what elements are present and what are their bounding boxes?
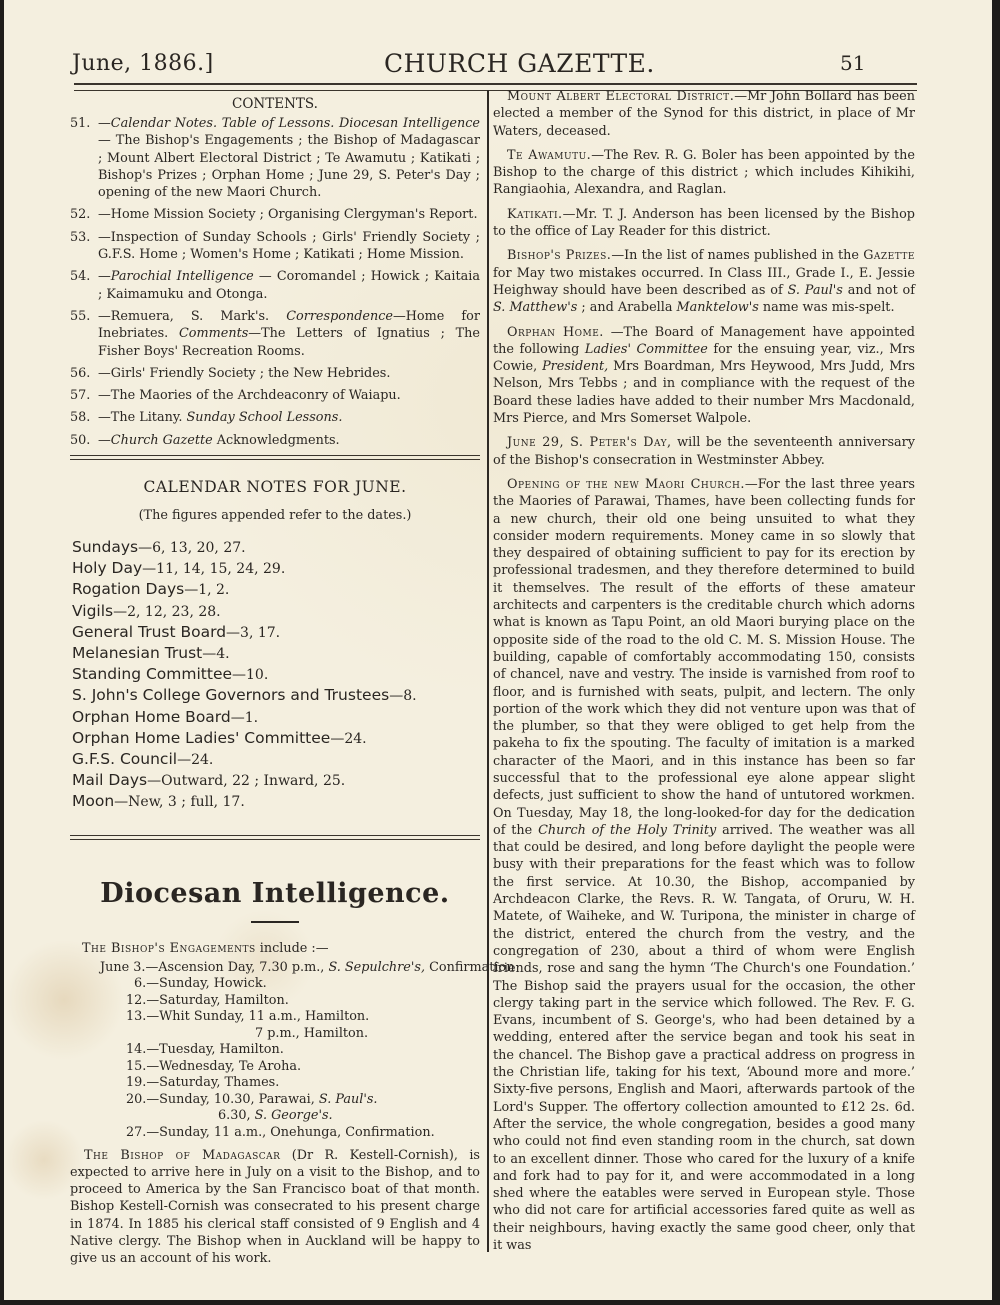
- contents-title: CONTENTS.: [232, 96, 318, 112]
- calendar-item: Moon—New, 3 ; full, 17.: [72, 792, 245, 811]
- engagement-row: June 3.—Ascension Day, 7.30 p.m., S. Sepulchre's, Confirmation: [100, 959, 515, 975]
- calendar-item: G.F.S. Council—24.: [72, 750, 214, 769]
- contents-entry: 51. —Calendar Notes. Table of Lessons. Diocesan Intelligence— The Bishop's Engagements ; the Bishop of Madagascar ; Mount Albert Electoral District ; Te Awamutu ; Katikati ; Bishop's Prizes ; Orphan Home ; June 29, S. Peter's Day ; opening of the new Maori Church.: [70, 116, 480, 201]
- contents-entry: 55. —Remuera, S. Mark's. Correspondence—Home for Inebriates. Comments—The Letters of Ignatius ; The Fisher Boys' Recreation Rooms.: [70, 308, 480, 359]
- calendar-item: Rogation Days—1, 2.: [72, 580, 230, 599]
- engagement-row: 19.—Saturday, Thames.: [126, 1075, 280, 1091]
- engagement-row: 13.—Whit Sunday, 11 a.m., Hamilton.: [126, 1009, 370, 1025]
- engagement-row: 7 p.m., Hamilton.: [255, 1025, 369, 1041]
- right-column: [493, 88, 915, 1254]
- issue-date: June, 1886.]: [72, 51, 214, 76]
- calendar-subtitle: (The figures appended refer to the dates.): [138, 508, 412, 524]
- contents-entry: 54. —Parochial Intelligence — Coromandel ; Howick ; Kaitaia ; Kaimamuku and Otonga.: [70, 269, 480, 302]
- calendar-item: Orphan Home Ladies' Committee—24.: [72, 728, 367, 747]
- calendar-item: Sundays—6, 13, 20, 27.: [72, 538, 246, 557]
- engagement-row: 12.—Saturday, Hamilton.: [126, 992, 289, 1008]
- calendar-list: [72, 537, 480, 813]
- engagement-row: 15.—Wednesday, Te Aroha.: [126, 1058, 302, 1074]
- page-number: 51: [840, 51, 866, 75]
- st-peters-day-paragraph: June 29, S. Peter's Day, will be the seventeenth anniversary of the Bishop's consecration in Westminster Abbey.: [493, 435, 915, 468]
- contents-entry: 50. —Church Gazette Acknowledgments.: [70, 432, 340, 448]
- engagement-row: 27.—Sunday, 11 a.m., Onehunga, Confirmation.: [126, 1124, 435, 1140]
- contents-entry: 52. —Home Mission Society ; Organising Clergyman's Report.: [70, 207, 478, 223]
- title-underline: [251, 921, 299, 923]
- engagements-list: [70, 959, 515, 1142]
- column-divider: [487, 90, 489, 1252]
- engagement-row: 6.30, S. George's.: [218, 1108, 333, 1124]
- newspaper-page: [4, 0, 992, 1300]
- publication-title: CHURCH GAZETTE.: [384, 49, 655, 78]
- diocesan-title: Diocesan Intelligence.: [100, 877, 450, 909]
- calendar-title: CALENDAR NOTES FOR JUNE.: [143, 478, 407, 497]
- engagement-row: 20.—Sunday, 10.30, Parawai, S. Paul's.: [126, 1091, 378, 1107]
- calendar-item: S. John's College Governors and Trustees—8.: [72, 686, 417, 705]
- bishops-prizes-paragraph: Bishop's Prizes.—In the list of names published in the Gazette for May two mistakes occurred. In Class III., Grade I., E. Jessie Heighway should have been described as of S. Paul's and not of S. Matthew's ; and Arabella Manktelow's name was mis-spelt.: [493, 248, 915, 316]
- contents-entry: 58. —The Litany. Sunday School Lessons.: [70, 410, 343, 426]
- calendar-item: Vigils—2, 12, 23, 28.: [72, 601, 221, 620]
- maori-church-paragraph: Opening of the new Maori Church.—For the last three years the Maories of Parawai, Thames, have been collecting funds for a new church, their old one being unsuited to what they consider modern requirements. Money came in so slowly that they despaired of obtaining sufficient to pay for its erection by professional tradesmen, and they therefore determined to build it themselves. The result of the efforts of these amateur architects and carpenters is the creditable church which adorns what is known as Tapu Point, an old Maori burying place on the opposite side of the road to the old C. M. S. Mission House. The building, capable of comfortably accommodating 150, consists of chancel, nave and vestry. The inside is varnished from roof to floor, and is furnished with seats, pulpit, and lectern. The only portion of the work which they did not venture upon was that of the plumber, so that they were obliged to get help from the pakeha to fix the spouting. The faculty of imitation is a marked character of the Maori, and in this instance has been so far successful that to the professional eye alone appear slight defects, just sufficient to show the hand of untutored workmen. On Tuesday, May 18, the long-looked-for day for the dedication of the Church of the Holy Trinity arrived. The weather was all that could be desired, and long before daylight the people were busy with their preparations for the feast which was to follow the first service. At 10.30, the Bishop, accompanied by Archdeacon Clarke, the Revs. R. W. Tangata, of Oruru, W. H. Matete, of Waiheke, and W. Turipona, the minister in charge of the district, entered the church from the vestry, and the congregation of 230, about a third of whom were English friends, rose and sang the hymn ‘The Church's one Foundation.’ The Bishop said the prayers usual for the occasion, the other clergy taking part in the service which followed. The Rev. F. G. Evans, incumbent of S. George's, who had been detained by a wedding, entered after the service began and took his seat in the chancel. The Bishop gave a practical address on progress in the Christian life, taking for his text, ‘Abound more and more.’ Sixty-five persons, English and Maori, afterwards partook of the Lord's Supper. The offertory collection amounted to £12 2s. 6d. After the service, the whole congregation, besides a good many who could not find even standing room in the church, sat down to an excellent dinner. Those who cared for the luxury of a knife and fork had to pay for it, and were accommodated in a long shed where the eatables were served in European style. Those who did not care for artificial accessories fared quite as well as their neighbours, having exactly the same good cheer, only that it was: [493, 476, 916, 1253]
- section-rule: [70, 835, 480, 840]
- te-awamutu-paragraph: Te Awamutu.—The Rev. R. G. Boler has been appointed by the Bishop to the charge of this district ; which includes Kihikihi, Rangiaohia, Alexandra, and Raglan.: [493, 147, 915, 198]
- left-column: [70, 90, 515, 1274]
- contents-entry: 56. —Girls' Friendly Society ; the New Hebrides.: [70, 365, 391, 381]
- orphan-home-paragraph: Orphan Home. —The Board of Management have appointed the following Ladies' Committee for the ensuing year, viz., Mrs Cowie, President, Mrs Boardman, Mrs Heywood, Mrs Judd, Mrs Nelson, Mrs Tebbs ; and in compliance with the request of the Board these ladies have added to their number Mrs Macdonald, Mrs Pierce, and Mrs Somerset Walpole.: [493, 324, 915, 427]
- madagascar-paragraph: The Bishop of Madagascar (Dr R. Kestell-Cornish), is expected to arrive here in July on a visit to the Bishop, and to proceed to America by the San Francisco boat of that month. Bishop Kestell-Cornish was consecrated to his present charge in 1874. In 1885 his clerical staff consisted of 9 English and 4 Native clergy. The Bishop when in Auckland will be happy to give us an account of his work.: [70, 1148, 480, 1266]
- page-header: [64, 45, 934, 85]
- mount-albert-paragraph: Mount Albert Electoral District.—Mr John Bollard has been elected a member of the Synod for this district, in place of Mr Waters, deceased.: [493, 89, 915, 139]
- contents-list: [70, 115, 480, 449]
- engagement-row: 6.—Sunday, Howick.: [134, 976, 267, 992]
- calendar-item: Orphan Home Board—1.: [72, 707, 259, 726]
- calendar-item: Holy Day—11, 14, 15, 24, 29.: [72, 559, 286, 578]
- calendar-item: Standing Committee—10.: [72, 665, 269, 684]
- calendar-item: Mail Days—Outward, 22 ; Inward, 25.: [72, 771, 346, 790]
- calendar-item: General Trust Board—3, 17.: [72, 622, 281, 641]
- section-rule: [70, 455, 480, 460]
- contents-entry: 53. —Inspection of Sunday Schools ; Girls' Friendly Society ; G.F.S. Home ; Women's Home ; Katikati ; Home Mission.: [70, 229, 480, 263]
- katikati-paragraph: Katikati.—Mr. T. J. Anderson has been licensed by the Bishop to the office of Lay Reader for this district.: [493, 206, 915, 240]
- calendar-item: Melanesian Trust—4.: [72, 644, 230, 663]
- engagement-row: 14.—Tuesday, Hamilton.: [126, 1042, 284, 1058]
- contents-entry: 57. —The Maories of the Archdeaconry of Waiapu.: [70, 388, 401, 404]
- engagements-intro: The Bishop's Engagements include :—: [82, 940, 329, 956]
